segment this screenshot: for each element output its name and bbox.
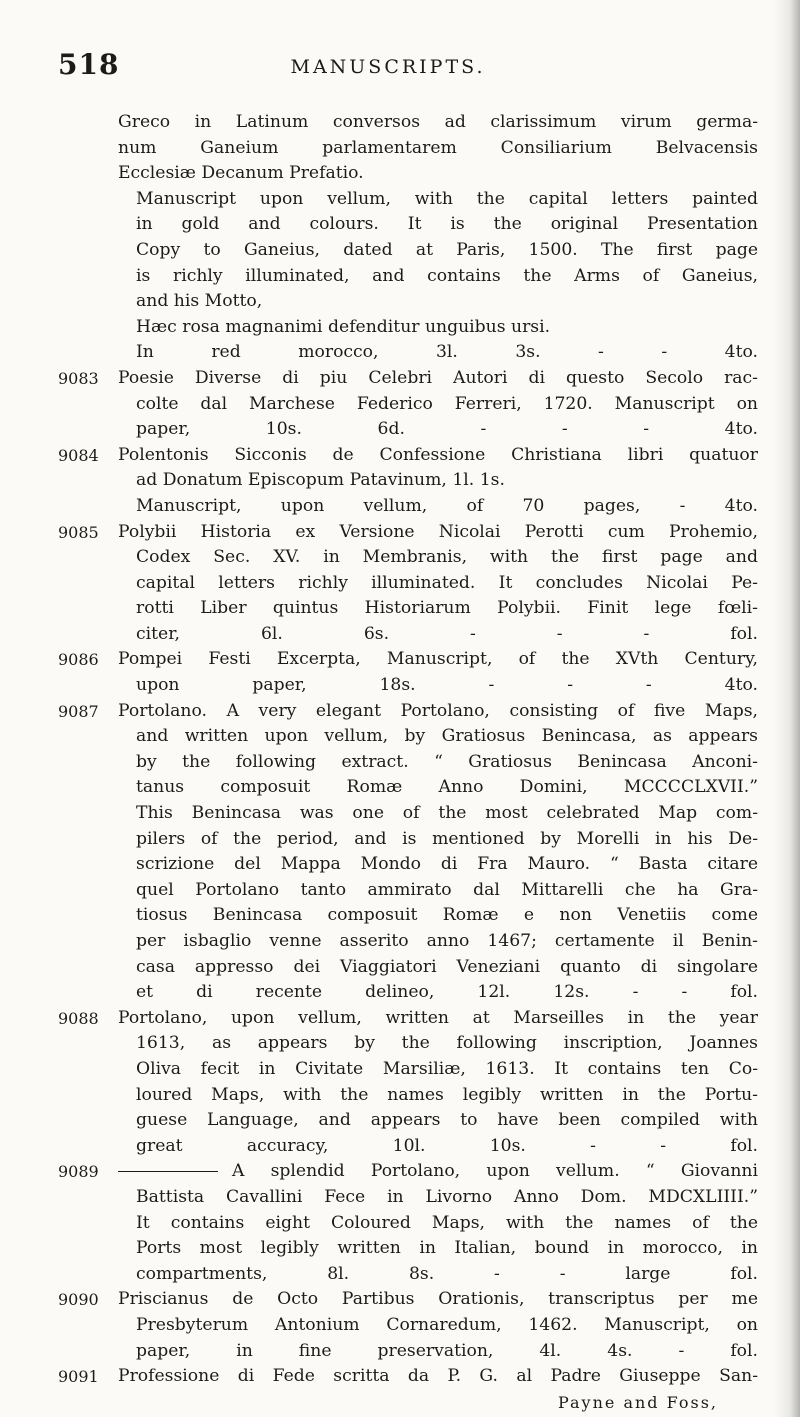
text-line <box>58 1287 758 1313</box>
text-line <box>58 1339 758 1365</box>
line-text: num Ganeium parlamentarem Consiliarium Belvacensis <box>118 137 758 158</box>
lot-number: 9085 <box>58 522 99 542</box>
text-line <box>58 1006 758 1032</box>
text-line <box>58 110 758 136</box>
text-line <box>58 212 758 238</box>
line-text: Portolano, upon vellum, written at Marseilles in the year <box>118 1007 758 1028</box>
line-text: et di recente delineo, 12l. 12s. - - fol. <box>136 982 758 1003</box>
line-text: paper, 10s. 6d. - - - 4to. <box>136 419 758 440</box>
line-text: Ecclesiæ Decanum Prefatio. <box>118 163 364 184</box>
text-line <box>58 392 758 418</box>
line-text: In red morocco, 3l. 3s. - - 4to. <box>136 342 758 363</box>
text-line <box>58 622 758 648</box>
line-text: Hæc rosa magnanimi defenditur unguibus ursi. <box>136 316 551 337</box>
line-text: loured Maps, with the names legibly written in the Portu- <box>136 1084 758 1105</box>
text-line <box>58 545 758 571</box>
lot-number: 9088 <box>58 1008 99 1028</box>
text-line <box>58 468 758 494</box>
text-line <box>58 1159 758 1185</box>
running-head: MANUSCRIPTS. <box>290 56 486 78</box>
text-line <box>58 596 758 622</box>
line-text: in gold and colours. It is the original Presentation <box>136 214 758 235</box>
line-text: Poesie Diverse di piu Celebri Autori di questo Secolo rac- <box>118 367 758 388</box>
text-line <box>58 775 758 801</box>
text-line <box>58 161 758 187</box>
line-text: Presbyterum Antonium Cornaredum, 1462. Manuscript, on <box>136 1314 758 1335</box>
catchword: Payne and Foss, <box>557 1392 718 1412</box>
text-line <box>58 1083 758 1109</box>
text-line <box>58 955 758 981</box>
lot-number: 9086 <box>58 650 99 670</box>
line-text <box>58 1159 758 1185</box>
text-line <box>58 1057 758 1083</box>
line-text: compartments, 8l. 8s. - - large fol. <box>136 1263 758 1284</box>
line-text: Oliva fecit in Civitate Marsiliæ, 1613. It contains ten Co- <box>136 1058 758 1079</box>
text-line <box>58 136 758 162</box>
line-text: Professione di Fede scritta da P. G. al Padre Giuseppe San- <box>118 1366 758 1387</box>
line-text: Ports most legibly written in Italian, bound in morocco, in <box>136 1238 758 1259</box>
line-text: Battista Cavallini Fece in Livorno Anno Dom. MDCXLIIII.” <box>136 1186 758 1207</box>
text-line <box>58 699 758 725</box>
lot-number: 9091 <box>58 1367 99 1387</box>
line-text: and written upon vellum, by Gratiosus Benincasa, as appears <box>136 726 758 747</box>
page-header <box>58 48 758 88</box>
line-text: rotti Liber quintus Historiarum Polybii. Finit lege fœli- <box>136 598 758 619</box>
text-line <box>58 315 758 341</box>
line-text: capital letters richly illuminated. It concludes Nicolai Pe- <box>136 572 758 593</box>
lot-number: 9089 <box>58 1162 99 1182</box>
line-text: and his Motto, <box>136 291 263 312</box>
text-line <box>58 289 758 315</box>
lot-number: 9084 <box>58 445 99 465</box>
line-text: ad Donatum Episcopum Patavinum, 1l. 1s. <box>136 470 505 491</box>
line-text: Copy to Ganeius, dated at Paris, 1500. The first page <box>136 239 758 260</box>
line-text: quel Portolano tanto ammirato dal Mittarelli che ha Gra- <box>136 879 758 900</box>
page-number: 518 <box>58 48 120 81</box>
text-line <box>58 1031 758 1057</box>
text-line <box>58 520 758 546</box>
text-line <box>58 417 758 443</box>
ditto-dash <box>118 1171 218 1172</box>
line-text: Polybii Historia ex Versione Nicolai Perotti cum Prohemio, <box>118 521 758 542</box>
text-line <box>58 929 758 955</box>
line-text: Pompei Festi Excerpta, Manuscript, of the XVth Century, <box>118 649 758 670</box>
line-text: Manuscript, upon vellum, of 70 pages, - 4to. <box>136 495 758 516</box>
line-text: Codex Sec. XV. in Membranis, with the first page and <box>136 547 758 568</box>
line-text: It contains eight Coloured Maps, with the names of the <box>136 1212 758 1233</box>
text-line <box>58 1108 758 1134</box>
text-line <box>58 340 758 366</box>
text-line <box>58 187 758 213</box>
line-text: great accuracy, 10l. 10s. - - fol. <box>136 1135 758 1156</box>
text-line <box>58 750 758 776</box>
line-text: colte dal Marchese Federico Ferreri, 1720. Manuscript on <box>136 393 758 414</box>
line-text: tanus composuit Romæ Anno Domini, MCCCCLXVII.” <box>136 777 758 798</box>
line-text: Portolano. A very elegant Portolano, consisting of five Maps, <box>118 700 758 721</box>
line-text: Greco in Latinum conversos ad clarissimum virum germa- <box>118 112 758 132</box>
text-line <box>58 647 758 673</box>
line-text: guese Language, and appears to have been compiled with <box>136 1110 758 1131</box>
text-line <box>58 1236 758 1262</box>
text-line <box>58 264 758 290</box>
lot-number: 9087 <box>58 701 99 721</box>
text-line <box>58 1185 758 1211</box>
text-line <box>58 673 758 699</box>
text-line <box>58 571 758 597</box>
text-line <box>58 1134 758 1160</box>
text-line <box>58 443 758 469</box>
text-line <box>58 1211 758 1237</box>
lot-number: 9083 <box>58 368 99 388</box>
text-line <box>58 366 758 392</box>
text-line <box>58 238 758 264</box>
text-line <box>58 903 758 929</box>
page-edge-shadow <box>774 0 800 1417</box>
text-line <box>58 1313 758 1339</box>
text-line <box>58 1364 758 1390</box>
line-text: per isbaglio venne asserito anno 1467; certamente il Benin- <box>136 931 758 951</box>
line-text: pilers of the period, and is mentioned by Morelli in his De- <box>136 828 758 849</box>
line-text: Priscianus de Octo Partibus Orationis, transcriptus per me <box>118 1289 758 1310</box>
line-text: Manuscript upon vellum, with the capital letters painted <box>136 188 758 209</box>
line-text: upon paper, 18s. - - - 4to. <box>136 675 758 696</box>
line-text: scrizione del Mappa Mondo di Fra Mauro. “ Basta citare <box>136 854 758 875</box>
line-text: paper, in fine preservation, 4l. 4s. - fol. <box>136 1340 758 1361</box>
text-line <box>58 494 758 520</box>
line-text: tiosus Benincasa composuit Romæ e non Venetiis come <box>136 905 758 926</box>
catalogue-text <box>58 110 758 1415</box>
text-line <box>58 878 758 904</box>
text-line <box>58 827 758 853</box>
line-text: casa appresso dei Viaggiatori Veneziani quanto di singolare <box>136 956 758 977</box>
line-text-content: A splendid Portolano, upon vellum. “ Giovanni <box>232 1161 758 1182</box>
text-line <box>58 801 758 827</box>
line-text: Polentonis Sicconis de Confessione Christiana libri quatuor <box>118 444 758 465</box>
line-text: is richly illuminated, and contains the Arms of Ganeius, <box>136 265 758 286</box>
line-text: 1613, as appears by the following inscription, Joannes <box>136 1033 758 1054</box>
text-line <box>58 852 758 878</box>
text-line <box>58 980 758 1006</box>
lot-number: 9090 <box>58 1290 99 1310</box>
line-text: This Benincasa was one of the most celebrated Map com- <box>136 803 758 824</box>
text-line <box>58 724 758 750</box>
line-text: by the following extract. “ Gratiosus Benincasa Anconi- <box>136 751 758 772</box>
line-text: citer, 6l. 6s. - - - fol. <box>136 623 758 644</box>
text-line <box>58 1262 758 1288</box>
